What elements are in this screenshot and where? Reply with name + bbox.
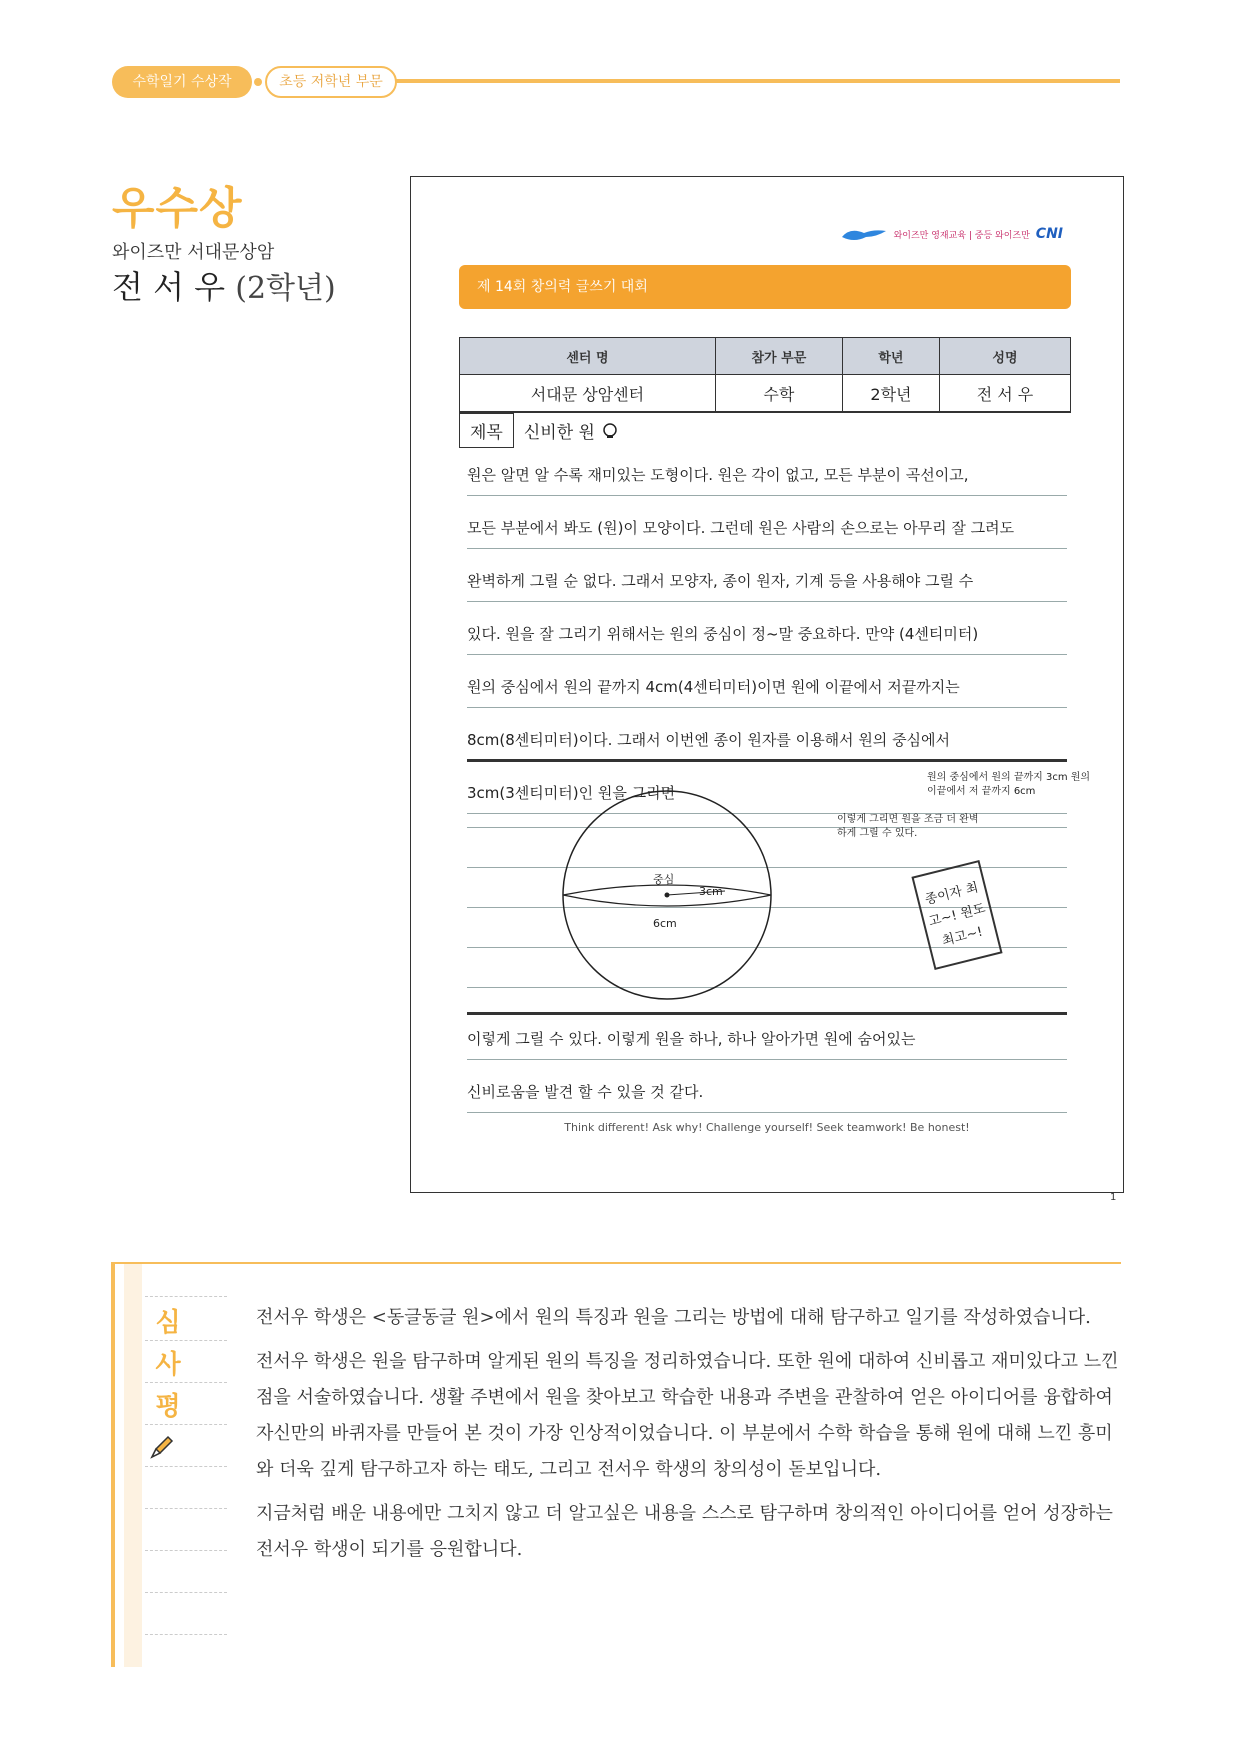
review-paragraph: 전서우 학생은 <동글동글 원>에서 원의 특징과 원을 그리는 방법에 대해 탐구하고 일기를 작성하였습니다. — [256, 1307, 1091, 1328]
dotted-rule — [145, 1508, 227, 1509]
review-heading-char: 평 — [155, 1392, 181, 1422]
review-heading-char: 사 — [155, 1350, 181, 1380]
drawing-note-top: 원의 중심에서 원의 끝까지 3cm 원의 이끝에서 저 끝까지 6cm — [927, 772, 1091, 797]
review-text — [256, 1300, 1122, 1576]
dotted-rule — [145, 1424, 227, 1425]
radius-label: 3cm — [699, 885, 723, 898]
sponsor-text: 와이즈만 영재교육 | 중등 와이즈만 — [893, 230, 1030, 241]
review-heading-char: 심 — [155, 1308, 181, 1338]
table-cell: 전 서 우 — [939, 375, 1070, 413]
dotted-rule — [145, 1382, 227, 1383]
table-header-cell: 참가 부문 — [715, 338, 842, 375]
student-name-text: 전 서 우 — [112, 268, 226, 306]
review-paragraph: 전서우 학생은 원을 탐구하며 알게된 원의 특징을 정리하였습니다. 또한 원에 대하여 신비롭고 재미있다고 느낀 점을 서술하였습니다. 생활 주변에서 원을 찾아보고 학습한 내용과 주변을 관찰하여 얻은 아이디어를 융합하여 자신만의 바퀴자를 만들어 본 것이 가장 인상적이었습니다. 이 부분에서 수학 학습을 통해 원에 대해 느낀 흥미와 더욱 깊게 탐구하고자 하는 태도, 그리고 전서우 학생의 창의성이 돋보입니다. — [256, 1351, 1119, 1480]
diary-line: 8cm(8센티미터)이다. 그래서 이번엔 종이 원자를 이용해서 원의 중심에서 — [467, 708, 1067, 761]
diameter-label: 6cm — [653, 917, 677, 930]
drawing-stamp: 종이자 최고~! 원도 최고~! — [911, 860, 1002, 970]
drawing-note-mid: 이렇게 그리면 원을 조금 더 완벽하게 그릴 수 있다. — [837, 814, 979, 839]
table-header-cell: 센터 명 — [460, 338, 716, 375]
tab-award-works: 수학일기 수상작 — [112, 66, 252, 98]
diary-line: 원의 중심에서 원의 끝까지 4cm(4센티미터)이면 원에 이끝에서 저끝까지는 — [467, 655, 1067, 708]
table-header-cell: 학년 — [842, 338, 939, 375]
review-side-panel — [124, 1264, 142, 1667]
sponsor-logos — [840, 225, 1063, 243]
review-paragraph: 지금처럼 배운 내용에만 그치지 않고 더 알고싶은 내용을 스스로 탐구하며 창의적인 아이디어를 얻어 성장하는 전서우 학생이 되기를 응원합니다. — [256, 1503, 1113, 1560]
header-rule — [395, 79, 1120, 83]
diary-closing — [467, 1007, 1067, 1113]
circle-drawing — [467, 767, 1091, 1009]
motto-text: Think different! Ask why! Challenge yourself! Seek teamwork! Be honest! — [564, 1121, 970, 1134]
light-bulb-icon — [601, 422, 619, 440]
review-top-border — [111, 1262, 1121, 1264]
diary-line: 있다. 원을 잘 그리기 위해서는 원의 중심이 정~말 중요하다. 만약 (4센티미터) — [467, 602, 1067, 655]
dotted-rule — [145, 1296, 227, 1297]
diary-line: 완벽하게 그릴 순 없다. 그래서 모양자, 종이 원자, 기계 등을 사용해야 그릴 수 — [467, 549, 1067, 602]
diary-line: 원은 알면 알 수록 재미있는 도형이다. 원은 각이 없고, 모든 부분이 곡선이고, — [467, 443, 1067, 496]
diary-page — [410, 176, 1124, 1193]
contest-title-bar: 제 14회 창의력 글쓰기 대회 — [459, 265, 1071, 309]
center-label: 중심 — [653, 873, 675, 886]
diary-title: 신비한 원 — [523, 423, 595, 443]
pencil-icon — [148, 1433, 176, 1461]
diary-line: 3cm(3센티미터)인 원을 그리면 — [467, 761, 1067, 814]
table-cell: 수학 — [715, 375, 842, 413]
dotted-rule — [145, 1466, 227, 1467]
dotted-rule — [145, 1634, 227, 1635]
table-header-cell: 성명 — [939, 338, 1070, 375]
table-cell: 서대문 상암센터 — [460, 375, 716, 413]
review-left-border — [111, 1262, 115, 1667]
bird-logo-icon — [840, 225, 888, 243]
title-label: 제목 — [459, 413, 514, 448]
cni-logo: CNI — [1035, 226, 1063, 242]
diary-line: 이렇게 그릴 수 있다. 이렇게 원을 하나, 하나 알아가면 원에 숨어있는 — [467, 1007, 1067, 1060]
student-name — [112, 262, 336, 308]
diary-line: 모든 부분에서 봐도 (원)이 모양이다. 그런데 원은 사람의 손으로는 아무리 잘 그려도 — [467, 496, 1067, 549]
award-title: 우수상 — [112, 183, 243, 234]
diary-line: 신비로움을 발견 할 수 있을 것 같다. — [467, 1060, 1067, 1113]
entry-info-table — [459, 337, 1071, 413]
table-header-row — [460, 338, 1071, 375]
table-row — [460, 375, 1071, 413]
section-divider — [467, 759, 1067, 762]
tab-category: 초등 저학년 부문 — [265, 66, 397, 98]
dotted-rule — [145, 1592, 227, 1593]
table-cell: 2학년 — [842, 375, 939, 413]
page-number: 1 — [1110, 1192, 1117, 1203]
school-name: 와이즈만 서대문상암 — [112, 242, 275, 263]
dotted-rule — [145, 1340, 227, 1341]
tab-separator-dot — [254, 78, 262, 86]
student-grade: (2학년) — [235, 271, 336, 306]
dotted-rule — [145, 1550, 227, 1551]
